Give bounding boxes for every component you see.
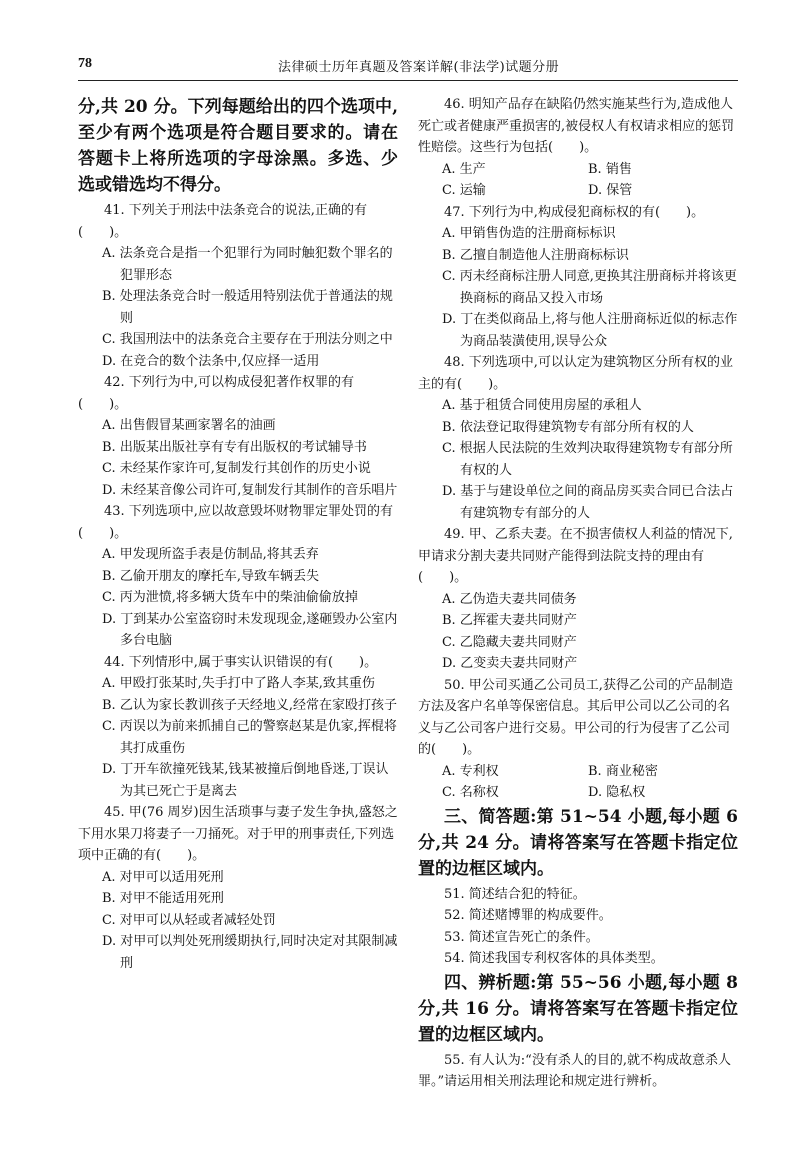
option-50b: B. 商业秘密 bbox=[588, 763, 658, 779]
option-50a: A. 专利权 bbox=[442, 763, 499, 779]
question-45: 45. 甲(76 周岁)因生活琐事与妻子发生争执,盛怒之下用水果刀将妻子一刀捅死。对于甲的刑事责任,下列选项中正确的有( )。 bbox=[78, 805, 398, 863]
options-46-row2 bbox=[418, 180, 738, 202]
option-50c: C. 名称权 bbox=[442, 785, 499, 800]
option-45a: A. 对甲可以适用死刑 bbox=[102, 869, 224, 885]
option-48c: C. 根据人民法院的生效判决取得建筑物专有部分所有权的人 bbox=[442, 441, 733, 478]
options-46-row1 bbox=[418, 159, 738, 181]
question-50: 50. 甲公司买通乙公司员工,获得乙公司的产品制造方法及客户名单等保密信息。其后甲公司以乙公司的名义与乙公司客户进行交易。甲公司的行为侵害了乙公司的( )。 bbox=[418, 677, 733, 757]
option-43a: A. 甲发现所盗手表是仿制品,将其丢弃 bbox=[102, 547, 319, 562]
option-43b: B. 乙偷开朋友的摩托车,导致车辆丢失 bbox=[102, 568, 319, 584]
question-42: 42. 下列行为中,可以构成侵犯著作权罪的有( )。 bbox=[78, 375, 354, 412]
option-43c: C. 丙为泄愤,将多辆大货车中的柴油偷偷放掉 bbox=[102, 590, 358, 605]
option-47c: C. 丙未经商标注册人同意,更换其注册商标并将该更换商标的商品又投入市场 bbox=[442, 269, 737, 306]
option-46c: C. 运输 bbox=[442, 183, 486, 198]
options-50-row2 bbox=[418, 782, 738, 804]
question-51: 51. 简述结合犯的特征。 bbox=[444, 886, 586, 902]
option-46b: B. 销售 bbox=[588, 161, 632, 177]
section-3-heading: 三、简答题:第 51~54 小题,每小题 6 分,共 24 分。请将答案写在答题卡指定位置的边框区域内。 bbox=[418, 806, 738, 879]
option-48d: D. 基于与建设单位之间的商品房买卖合同已合法占有建筑物专有部分的人 bbox=[442, 484, 734, 521]
option-49a: A. 乙伪造夫妻共同债务 bbox=[442, 591, 577, 607]
option-48b: B. 依法登记取得建筑物专有部分所有权的人 bbox=[442, 419, 694, 435]
option-41a: A. 法条竞合是指一个犯罪行为同时触犯数个罪名的犯罪形态 bbox=[102, 246, 393, 283]
section-4-heading: 四、辨析题:第 55~56 小题,每小题 8 分,共 16 分。请将答案写在答题卡指定位置的边框区域内。 bbox=[418, 972, 738, 1045]
option-49d: D. 乙变卖夫妻共同财产 bbox=[442, 656, 578, 671]
running-title: 法律硕士历年真题及答案详解(非法学)试题分册 bbox=[278, 60, 560, 75]
question-41: 41. 下列关于刑法中法条竞合的说法,正确的有( )。 bbox=[78, 203, 367, 240]
option-41b: B. 处理法条竞合时一般适用特别法优于普通法的规则 bbox=[102, 289, 393, 326]
options-50-row1 bbox=[418, 761, 738, 783]
question-49: 49. 甲、乙系夫妻。在不损害债权人利益的情况下,甲请求分割夫妻共同财产能得到法院支持的理由有( )。 bbox=[418, 527, 733, 585]
option-43d: D. 丁到某办公室盗窃时未发现现金,遂砸毁办公室内多台电脑 bbox=[102, 611, 398, 648]
question-55: 55. 有人认为:“没有杀人的目的,就不构成故意杀人罪。”请运用相关刑法理论和规定进行辨析。 bbox=[418, 1052, 731, 1089]
option-47d: D. 丁在类似商品上,将与他人注册商标近似的标志作为商品装潢使用,误导公众 bbox=[442, 312, 738, 349]
header-divider bbox=[78, 80, 738, 81]
option-45b: B. 对甲不能适用死刑 bbox=[102, 891, 224, 906]
option-44a: A. 甲殴打张某时,失手打中了路人李某,致其重伤 bbox=[102, 676, 375, 691]
option-48a: A. 基于租赁合同使用房屋的承租人 bbox=[442, 398, 642, 413]
option-41c: C. 我国刑法中的法条竞合主要存在于刑法分则之中 bbox=[102, 332, 393, 347]
question-43: 43. 下列选项中,应以故意毁坏财物罪定罪处罚的有( )。 bbox=[78, 504, 393, 541]
option-44d: D. 丁开车欲撞死钱某,钱某被撞后倒地昏迷,丁误认为其已死亡于是离去 bbox=[102, 762, 389, 799]
option-50d: D. 隐私权 bbox=[588, 785, 646, 800]
option-42d: D. 未经某音像公司许可,复制发行其制作的音乐唱片 bbox=[102, 482, 398, 498]
option-44c: C. 丙误以为前来抓捕自己的警察赵某是仇家,挥棍将其打成重伤 bbox=[102, 719, 397, 756]
option-42c: C. 未经某作家许可,复制发行其创作的历史小说 bbox=[102, 461, 371, 476]
option-49b: B. 乙挥霍夫妻共同财产 bbox=[442, 613, 577, 628]
option-41d: D. 在竞合的数个法条中,仅应择一适用 bbox=[102, 353, 320, 369]
left-column bbox=[78, 94, 398, 974]
question-54: 54. 简述我国专利权客体的具体类型。 bbox=[444, 951, 664, 966]
option-45d: D. 对甲可以判处死刑缓期执行,同时决定对其限制减刑 bbox=[102, 934, 398, 971]
option-46a: A. 生产 bbox=[442, 161, 486, 177]
question-48: 48. 下列选项中,可以认定为建筑物区分所有权的业主的有( )。 bbox=[418, 355, 733, 392]
option-47a: A. 甲销售伪造的注册商标标识 bbox=[442, 226, 616, 241]
option-42a: A. 出售假冒某画家署名的油画 bbox=[102, 418, 276, 433]
question-44: 44. 下列情形中,属于事实认识错误的有( )。 bbox=[104, 654, 378, 670]
option-47b: B. 乙擅自制造他人注册商标标识 bbox=[442, 247, 629, 263]
option-45c: C. 对甲可以从轻或者减轻处罚 bbox=[102, 912, 276, 928]
question-52: 52. 简述赌博罪的构成要件。 bbox=[444, 908, 612, 923]
question-46: 46. 明知产品存在缺陷仍然实施某些行为,造成他人死亡或者健康严重损害的,被侵权人有权请求相应的惩罚性赔偿。这些行为包括( )。 bbox=[418, 97, 735, 155]
page-number: 78 bbox=[78, 56, 92, 71]
right-column bbox=[418, 94, 738, 1093]
section-instructions: 分,共 20 分。下列每题给出的四个选项中,至少有两个选项是符合题目要求的。请在答题卡上将所选项的字母涂黑。多选、少选或错选均不得分。 bbox=[78, 97, 398, 195]
option-46d: D. 保管 bbox=[588, 183, 633, 198]
question-53: 53. 简述宣告死亡的条件。 bbox=[444, 929, 599, 945]
page-header bbox=[78, 52, 738, 78]
question-47: 47. 下列行为中,构成侵犯商标权的有( )。 bbox=[444, 204, 705, 220]
option-49c: C. 乙隐藏夫妻共同财产 bbox=[442, 634, 577, 650]
option-42b: B. 出版某出版社享有专有出版权的考试辅导书 bbox=[102, 439, 367, 455]
option-44b: B. 乙认为家长教训孩子天经地义,经常在家殴打孩子 bbox=[102, 697, 397, 713]
